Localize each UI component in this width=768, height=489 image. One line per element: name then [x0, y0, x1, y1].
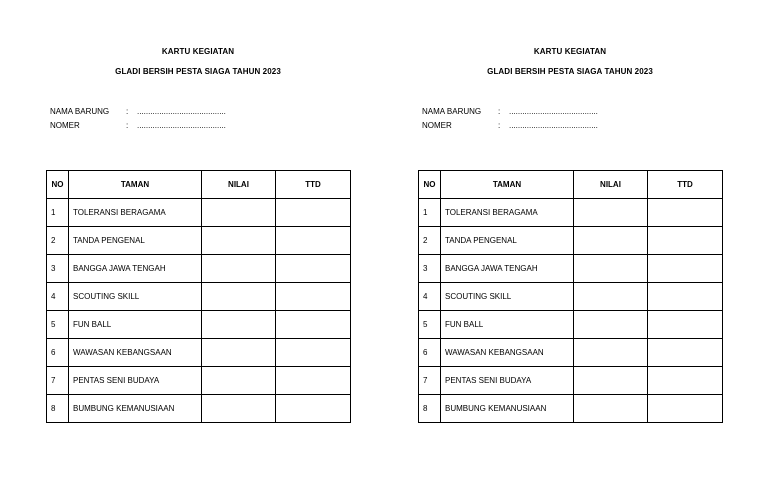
row-no: 6 — [419, 339, 441, 367]
card-title: KARTU KEGIATAN — [161, 47, 235, 56]
ttd-cell[interactable] — [648, 283, 723, 311]
nomer-blank: ........................................ — [509, 121, 598, 130]
nama-barung-label: NAMA BARUNG — [50, 107, 110, 116]
table-header-row — [47, 171, 351, 199]
ttd-cell[interactable] — [276, 367, 351, 395]
row-taman: TOLERANSI BERAGAMA — [441, 199, 574, 227]
activity-table — [418, 170, 723, 423]
nilai-cell[interactable] — [202, 283, 276, 311]
nama-barung-label: NAMA BARUNG — [422, 107, 482, 116]
card-title: KARTU KEGIATAN — [533, 47, 607, 56]
row-taman: BUMBUNG KEMANUSIAAN — [441, 395, 574, 423]
row-taman: FUN BALL — [69, 311, 202, 339]
row-no: 2 — [419, 227, 441, 255]
row-no: 8 — [47, 395, 69, 423]
nilai-cell[interactable] — [574, 367, 648, 395]
table-row — [419, 311, 723, 339]
nilai-cell[interactable] — [574, 283, 648, 311]
table-row — [47, 255, 351, 283]
row-no: 5 — [419, 311, 441, 339]
nama-barung-blank: ........................................ — [137, 107, 226, 116]
field-colon: : — [498, 107, 501, 116]
header-nilai: NILAI — [574, 171, 648, 199]
nilai-cell[interactable] — [202, 339, 276, 367]
nomer-label: NOMER — [422, 121, 452, 130]
nomer-field — [50, 120, 226, 132]
nilai-cell[interactable] — [202, 255, 276, 283]
row-taman: BANGGA JAWA TENGAH — [69, 255, 202, 283]
row-taman: BUMBUNG KEMANUSIAAN — [69, 395, 202, 423]
table-row — [419, 395, 723, 423]
ttd-cell[interactable] — [648, 199, 723, 227]
row-no: 1 — [47, 199, 69, 227]
ttd-cell[interactable] — [648, 255, 723, 283]
nama-barung-blank: ........................................ — [509, 107, 598, 116]
header-nilai: NILAI — [202, 171, 276, 199]
ttd-cell[interactable] — [276, 311, 351, 339]
nama-barung-field — [50, 106, 226, 118]
nomer-label: NOMER — [50, 121, 80, 130]
row-no: 8 — [419, 395, 441, 423]
nilai-cell[interactable] — [202, 311, 276, 339]
table-row — [47, 367, 351, 395]
header-ttd: TTD — [648, 171, 723, 199]
activity-card-left — [46, 0, 350, 489]
nomer-field — [422, 120, 598, 132]
ttd-cell[interactable] — [648, 395, 723, 423]
card-subtitle: GLADI BERSIH PESTA SIAGA TAHUN 2023 — [115, 67, 281, 76]
header-taman: TAMAN — [69, 171, 202, 199]
nilai-cell[interactable] — [202, 199, 276, 227]
table-row — [419, 199, 723, 227]
nilai-cell[interactable] — [202, 395, 276, 423]
field-colon: : — [126, 107, 129, 116]
row-no: 2 — [47, 227, 69, 255]
nilai-cell[interactable] — [574, 339, 648, 367]
table-row — [419, 339, 723, 367]
row-no: 3 — [47, 255, 69, 283]
row-taman: BANGGA JAWA TENGAH — [441, 255, 574, 283]
activity-card-right — [418, 0, 722, 489]
row-taman: PENTAS SENI BUDAYA — [441, 367, 574, 395]
ttd-cell[interactable] — [648, 367, 723, 395]
row-no: 7 — [47, 367, 69, 395]
row-taman: TANDA PENGENAL — [69, 227, 202, 255]
ttd-cell[interactable] — [648, 227, 723, 255]
ttd-cell[interactable] — [648, 339, 723, 367]
nilai-cell[interactable] — [202, 227, 276, 255]
row-taman: SCOUTING SKILL — [69, 283, 202, 311]
row-no: 6 — [47, 339, 69, 367]
nilai-cell[interactable] — [202, 367, 276, 395]
row-taman: WAWASAN KEBANGSAAN — [441, 339, 574, 367]
table-row — [47, 227, 351, 255]
activity-table — [46, 170, 351, 423]
nama-barung-field — [422, 106, 598, 118]
nilai-cell[interactable] — [574, 199, 648, 227]
table-row — [47, 199, 351, 227]
header-no: NO — [47, 171, 69, 199]
table-row — [419, 283, 723, 311]
ttd-cell[interactable] — [648, 311, 723, 339]
header-ttd: TTD — [276, 171, 351, 199]
table-header-row — [419, 171, 723, 199]
table-row — [419, 255, 723, 283]
nilai-cell[interactable] — [574, 311, 648, 339]
table-row — [47, 339, 351, 367]
row-no: 7 — [419, 367, 441, 395]
row-taman: TOLERANSI BERAGAMA — [69, 199, 202, 227]
row-taman: WAWASAN KEBANGSAAN — [69, 339, 202, 367]
ttd-cell[interactable] — [276, 255, 351, 283]
row-taman: SCOUTING SKILL — [441, 283, 574, 311]
table-row — [419, 227, 723, 255]
nomer-blank: ........................................ — [137, 121, 226, 130]
nilai-cell[interactable] — [574, 395, 648, 423]
ttd-cell[interactable] — [276, 199, 351, 227]
row-taman: TANDA PENGENAL — [441, 227, 574, 255]
nilai-cell[interactable] — [574, 227, 648, 255]
table-row — [47, 283, 351, 311]
table-row — [47, 395, 351, 423]
ttd-cell[interactable] — [276, 339, 351, 367]
ttd-cell[interactable] — [276, 395, 351, 423]
row-no: 4 — [419, 283, 441, 311]
row-no: 3 — [419, 255, 441, 283]
row-taman: FUN BALL — [441, 311, 574, 339]
ttd-cell[interactable] — [276, 227, 351, 255]
table-row — [47, 311, 351, 339]
card-subtitle: GLADI BERSIH PESTA SIAGA TAHUN 2023 — [487, 67, 653, 76]
row-no: 5 — [47, 311, 69, 339]
header-no: NO — [419, 171, 441, 199]
header-taman: TAMAN — [441, 171, 574, 199]
row-no: 4 — [47, 283, 69, 311]
row-no: 1 — [419, 199, 441, 227]
nilai-cell[interactable] — [574, 255, 648, 283]
table-row — [419, 367, 723, 395]
row-taman: PENTAS SENI BUDAYA — [69, 367, 202, 395]
field-colon: : — [126, 121, 129, 130]
ttd-cell[interactable] — [276, 283, 351, 311]
field-colon: : — [498, 121, 501, 130]
